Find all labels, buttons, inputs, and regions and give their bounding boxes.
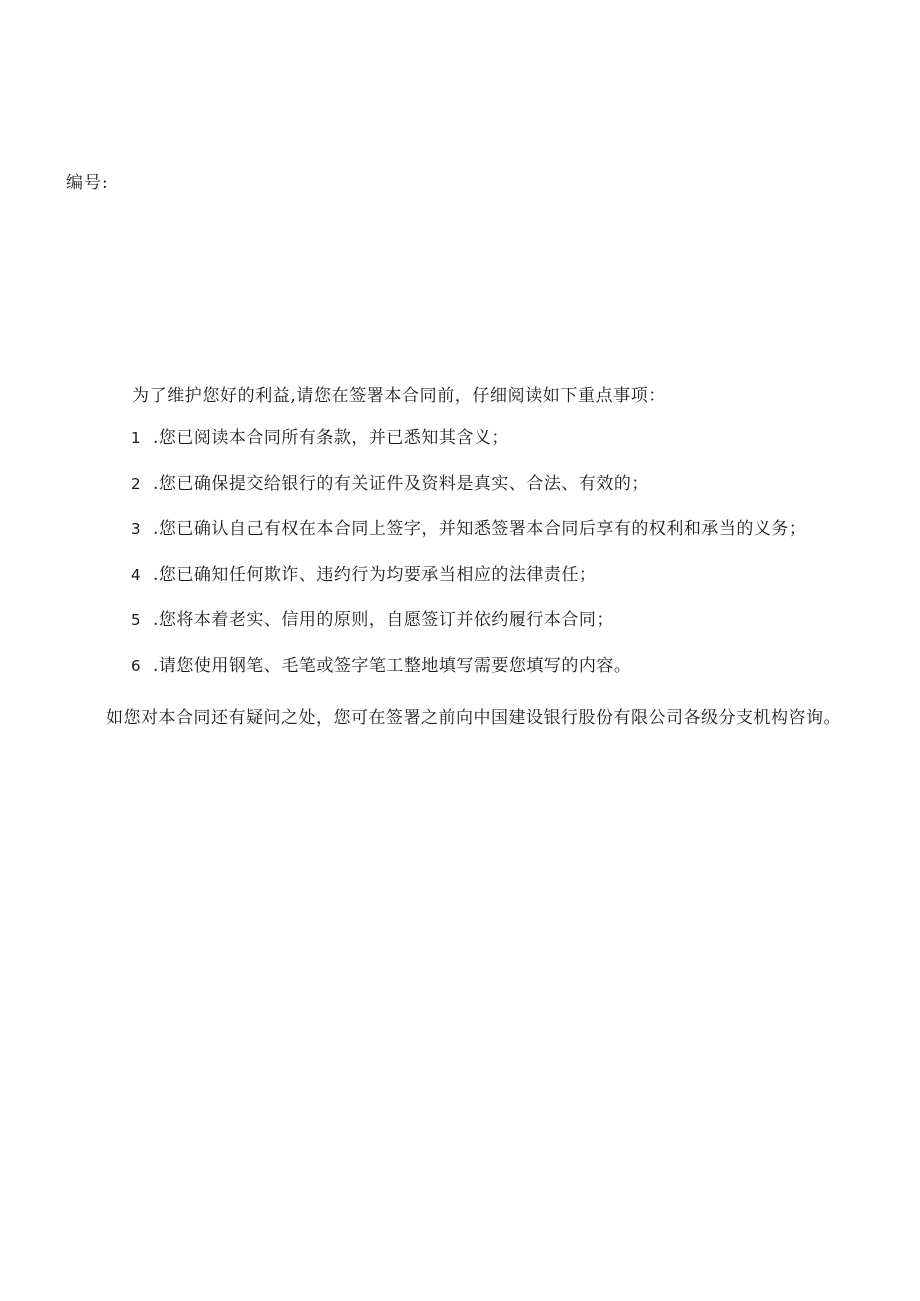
intro-paragraph: 为了维护您好的利益,请您在签署本合同前，仔细阅读如下重点事项： (132, 386, 667, 406)
item-text: .您已阅读本合同所有条款，并已悉知其含义； (153, 428, 509, 448)
item-number: 2 (131, 474, 141, 493)
list-item (131, 653, 806, 699)
item-number: 5 (131, 611, 141, 629)
item-number: 6 (131, 656, 141, 675)
item-text: .您将本着老实、信用的原则，自愿签订并依约履行本合同； (153, 610, 614, 630)
list-item (131, 562, 806, 608)
item-text: .您已确保提交给银行的有关证件及资料是真实、合法、有效的； (153, 473, 649, 494)
list-item (131, 516, 806, 562)
list-item (131, 607, 806, 653)
contract-number-label: 编号: (66, 173, 109, 193)
closing-paragraph: 如您对本合同还有疑问之处，您可在签署之前向中国建设银行股份有限公司各级分支机构咨询。 (106, 708, 841, 728)
item-text: .您已确认自己有权在本合同上签字，并知悉签署本合同后享有的权利和承当的义务； (153, 519, 807, 539)
item-number: 3 (131, 520, 141, 538)
item-number: 1 (131, 429, 141, 447)
list-item (131, 471, 806, 517)
notice-list (131, 425, 806, 698)
item-number: 4 (131, 565, 141, 584)
item-text: .请您使用钢笔、毛笔或签字笔工整地填写需要您填写的内容。 (153, 655, 632, 676)
item-text: .您已确知任何欺诈、违约行为均要承当相应的法律责任； (153, 564, 597, 585)
list-item (131, 425, 806, 471)
